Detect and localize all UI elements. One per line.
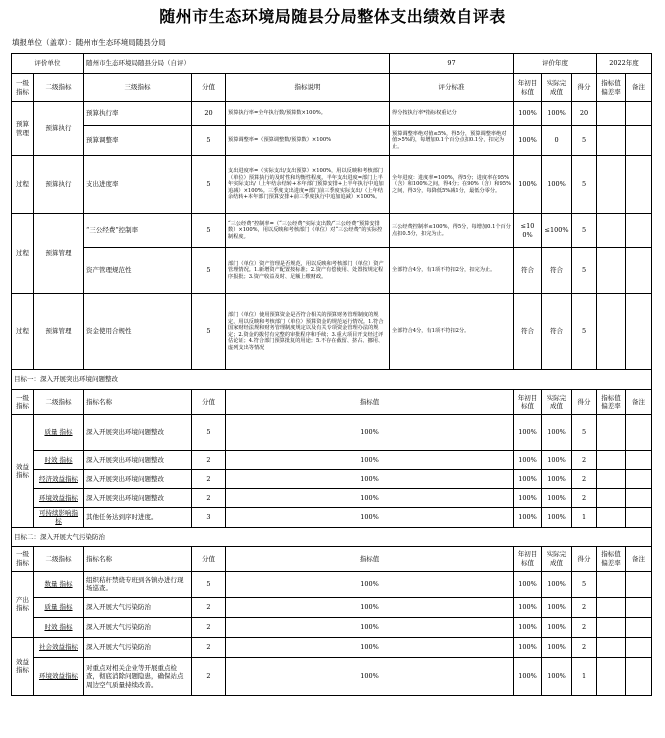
got-cell: 5 — [572, 248, 597, 294]
header-actual: 实际完成值 — [542, 546, 572, 571]
note-cell — [626, 617, 652, 637]
table-row — [12, 508, 652, 528]
fill-unit: 填报单位（盖章）：随州市生态环境局随县分局 — [12, 38, 166, 47]
got-cell: 2 — [572, 597, 597, 617]
score-cell: 20 — [192, 102, 226, 126]
score-cell: 2 — [192, 657, 226, 695]
header-name: 指标名称 — [84, 546, 192, 571]
table-row — [12, 294, 652, 370]
deviation-cell — [597, 248, 626, 294]
deviation-cell — [597, 214, 626, 248]
eval-year-value: 2022年度 — [597, 54, 652, 74]
actual-cell: 100% — [542, 415, 572, 451]
value-cell: 100% — [226, 415, 514, 451]
eval-score: 97 — [390, 54, 514, 74]
name-cell: 组织秸秆禁烧专班到各镇办进行现场巡查。 — [84, 571, 192, 597]
value-cell: 100% — [226, 470, 514, 489]
lvl1-cell: 产出指标 — [12, 571, 34, 637]
header-got: 得分 — [572, 74, 597, 102]
got-cell: 2 — [572, 617, 597, 637]
got-cell: 5 — [572, 294, 597, 370]
table-row — [12, 214, 652, 248]
goal-header-row — [12, 390, 652, 415]
target-cell: 100% — [514, 489, 542, 508]
lvl1-cell: 效益指标 — [12, 415, 34, 528]
lvl2-cell: 环境效益指标 — [34, 489, 84, 508]
target-cell: 100% — [514, 571, 542, 597]
name-cell: 深入开展大气污染防治 — [84, 617, 192, 637]
score-cell: 2 — [192, 489, 226, 508]
header-note: 备注 — [626, 390, 652, 415]
got-cell: 2 — [572, 451, 597, 470]
table-row — [12, 126, 652, 156]
target-cell: 100% — [514, 617, 542, 637]
got-cell: 5 — [572, 156, 597, 214]
deviation-cell — [597, 571, 626, 597]
actual-cell: 符合 — [542, 248, 572, 294]
deviation-cell — [597, 126, 626, 156]
got-cell: 5 — [572, 571, 597, 597]
name-cell: 深入开展突出环境问题整改 — [84, 489, 192, 508]
got-cell: 5 — [572, 214, 597, 248]
header-target: 年初目标值 — [514, 390, 542, 415]
header-lvl2: 二级指标 — [34, 546, 84, 571]
target-cell: 100% — [514, 102, 542, 126]
header-note: 备注 — [626, 74, 652, 102]
standard-cell: 预算调整率绝对值≤5%，得5分，预算调整率绝对值>5%的，每增加0.1个百分点扣0.1分，扣完为止。 — [390, 126, 514, 156]
actual-cell: 100% — [542, 156, 572, 214]
note-cell — [626, 102, 652, 126]
lvl2-cell: 可持续影响指标 — [34, 508, 84, 528]
lvl2-cell: 时效 指标 — [34, 451, 84, 470]
header-lvl2: 二级指标 — [34, 390, 84, 415]
lvl2-cell: 质量 指标 — [34, 597, 84, 617]
desc-cell: 部门（单位）资产管理是否规范，用以反映和考核部门（单位）资产管理情况。1.新增资产配置按标准；2.资产有偿使用、处置按规定程序报批；3.资产收益及时、足额上缴财政。 — [226, 248, 390, 294]
header-target: 年初目标值 — [514, 546, 542, 571]
value-cell: 100% — [226, 508, 514, 528]
got-cell: 20 — [572, 102, 597, 126]
deviation-cell — [597, 657, 626, 695]
note-cell — [626, 294, 652, 370]
got-cell: 2 — [572, 637, 597, 657]
target-cell: 100% — [514, 657, 542, 695]
score-cell: 2 — [192, 617, 226, 637]
target-cell: 100% — [514, 470, 542, 489]
name-cell: 深入开展突出环境问题整改 — [84, 470, 192, 489]
table-row — [12, 470, 652, 489]
score-cell: 5 — [192, 126, 226, 156]
actual-cell: 符合 — [542, 294, 572, 370]
desc-cell: 预算执行率=全年执行数/预算数×100%。 — [226, 102, 390, 126]
budget-header-row — [12, 74, 652, 102]
lvl3-cell: 预算调整率 — [84, 126, 192, 156]
score-cell: 3 — [192, 508, 226, 528]
table-row — [12, 451, 652, 470]
deviation-cell — [597, 470, 626, 489]
header-got: 得分 — [572, 390, 597, 415]
lvl1-cell: 过程 — [12, 294, 34, 370]
deviation-cell — [597, 617, 626, 637]
value-cell: 100% — [226, 657, 514, 695]
table-row — [12, 102, 652, 126]
name-cell: 其他任务达到序时进度。 — [84, 508, 192, 528]
goal-title-row — [12, 527, 652, 546]
header-target: 年初目标值 — [514, 74, 542, 102]
deviation-cell — [597, 508, 626, 528]
eval-unit-label: 评价单位 — [12, 54, 84, 74]
note-cell — [626, 637, 652, 657]
standard-cell: 三公经费控制率≤100%，得5分，每增加0.1个百分点扣0.5分，扣完为止。 — [390, 214, 514, 248]
deviation-cell — [597, 294, 626, 370]
header-note: 备注 — [626, 546, 652, 571]
desc-cell: 部门（单位）使用预算资金是否符合相关的预算财务管理制度的规定，用以反映和考核部门（单位）预算资金的规范运行情况。1.符合国家财经法规和财务管理制度规定以及有关专项资金管理办法的规定；2.资金的拨付有完整的审批程序和手续；3.重大项目开支经过评估论证；4.符合部门预算批复的用途；5.不存在截留、挤占、挪用、虚列支出等情况 — [226, 294, 390, 370]
note-cell — [626, 657, 652, 695]
header-name: 指标名称 — [84, 390, 192, 415]
header-score: 分值 — [192, 74, 226, 102]
score-cell: 5 — [192, 294, 226, 370]
standard-cell: 全年进度：进度率=100%，得5分；进度率在95%（含）和100%之间，得4分；在90%（含）和95%之间，得3分，每降低5%减1分，最低分零分。 — [390, 156, 514, 214]
lvl2-cell: 质量 指标 — [34, 415, 84, 451]
page-title: 随州市生态环境局随县分局整体支出绩效自评表 — [159, 7, 506, 26]
deviation-cell — [597, 156, 626, 214]
goal-title-row — [12, 370, 652, 390]
lvl2-cell: 经济效益指标 — [34, 470, 84, 489]
value-cell: 100% — [226, 571, 514, 597]
target-cell: 100% — [514, 415, 542, 451]
note-cell — [626, 508, 652, 528]
actual-cell: 100% — [542, 571, 572, 597]
table-row — [12, 248, 652, 294]
deviation-cell — [597, 597, 626, 617]
lvl2-cell: 时效 指标 — [34, 617, 84, 637]
deviation-cell — [597, 415, 626, 451]
lvl3-cell: 支出进度率 — [84, 156, 192, 214]
name-cell: 深入开展大气污染防治 — [84, 597, 192, 617]
score-cell: 2 — [192, 470, 226, 489]
score-cell: 2 — [192, 451, 226, 470]
header-lvl2: 二级指标 — [34, 74, 84, 102]
header-lvl1: 一级指标 — [12, 390, 34, 415]
note-cell — [626, 156, 652, 214]
header-actual: 实际完成值 — [542, 390, 572, 415]
score-cell: 2 — [192, 597, 226, 617]
actual-cell: 100% — [542, 508, 572, 528]
header-actual: 实际完成值 — [542, 74, 572, 102]
target-cell: 100% — [514, 508, 542, 528]
lvl3-cell: 预算执行率 — [84, 102, 192, 126]
header-value: 指标值 — [226, 546, 514, 571]
eval-unit-value: 随州市生态环境局随县分局（自评） — [84, 54, 390, 74]
table-row — [12, 617, 652, 637]
actual-cell: ≤100% — [542, 214, 572, 248]
table-row — [12, 156, 652, 214]
table-row — [12, 415, 652, 451]
note-cell — [626, 470, 652, 489]
note-cell — [626, 214, 652, 248]
header-score: 分值 — [192, 390, 226, 415]
got-cell: 5 — [572, 126, 597, 156]
header-lvl1: 一级指标 — [12, 546, 34, 571]
lvl2-cell: 预算管理 — [34, 294, 84, 370]
lvl3-cell: “三公经费”控制率 — [84, 214, 192, 248]
got-cell: 2 — [572, 489, 597, 508]
score-cell: 2 — [192, 637, 226, 657]
lvl3-cell: 资金使用合规性 — [84, 294, 192, 370]
lvl1-cell: 效益指标 — [12, 637, 34, 695]
actual-cell: 0 — [542, 126, 572, 156]
target-cell: 100% — [514, 126, 542, 156]
target-cell: ≤100% — [514, 214, 542, 248]
evaluation-table — [11, 53, 652, 696]
header-deviation: 指标值偏差率 — [597, 390, 626, 415]
got-cell: 1 — [572, 657, 597, 695]
lvl2-cell: 社会效益指标 — [34, 637, 84, 657]
score-cell: 5 — [192, 248, 226, 294]
lvl1-cell: 过程 — [12, 214, 34, 294]
goal1-title: 目标一：深入开展突出环境问题整改 — [12, 370, 652, 390]
eval-year-label: 评价年度 — [514, 54, 597, 74]
actual-cell: 100% — [542, 617, 572, 637]
note-cell — [626, 489, 652, 508]
target-cell: 100% — [514, 156, 542, 214]
note-cell — [626, 126, 652, 156]
value-cell: 100% — [226, 597, 514, 617]
table-row — [12, 657, 652, 695]
name-cell: 对重点对相关企业等开展重点检查，彻底消除问题隐患，确保站点周边空气质量持续改善。 — [84, 657, 192, 695]
header-lvl3: 三级指标 — [84, 74, 192, 102]
note-cell — [626, 571, 652, 597]
header-lvl1: 一级指标 — [12, 74, 34, 102]
name-cell: 深入开展突出环境问题整改 — [84, 415, 192, 451]
deviation-cell — [597, 102, 626, 126]
lvl3-cell: 资产管理规范性 — [84, 248, 192, 294]
lvl2-cell: 预算执行 — [34, 156, 84, 214]
value-cell: 100% — [226, 451, 514, 470]
actual-cell: 100% — [542, 470, 572, 489]
target-cell: 符合 — [514, 248, 542, 294]
actual-cell: 100% — [542, 637, 572, 657]
score-cell: 5 — [192, 415, 226, 451]
score-cell: 5 — [192, 156, 226, 214]
standard-cell: 得分按执行率*指标权重记分 — [390, 102, 514, 126]
desc-cell: 支出进度率=（实际支出/支出预算）×100%，用以反映和考核部门（单位）预算执行的及时性和均衡性程度。半年支出进度=部门上半年实际支出/（上年结余结转+本年部门预算安排+上半年执行中追加追减）×100%。三季度支出进度=部门前三季度实际支出/（上年结余结转+本年部门预算安排+前三季度执行中追加追减）×100%。 — [226, 156, 390, 214]
header-score: 分值 — [192, 546, 226, 571]
target-cell: 100% — [514, 637, 542, 657]
value-cell: 100% — [226, 489, 514, 508]
header-desc: 指标说明 — [226, 74, 390, 102]
deviation-cell — [597, 451, 626, 470]
table-row — [12, 489, 652, 508]
header-standard: 评分标准 — [390, 74, 514, 102]
lvl2-cell: 数量 指标 — [34, 571, 84, 597]
got-cell: 5 — [572, 415, 597, 451]
eval-info-row — [12, 54, 652, 74]
standard-cell: 全部符合4分，有1项不符扣2分，扣完为止。 — [390, 248, 514, 294]
deviation-cell — [597, 637, 626, 657]
standard-cell: 全部符合4分，有1项不符扣2分。 — [390, 294, 514, 370]
name-cell: 深入开展突出环境问题整改 — [84, 451, 192, 470]
score-cell: 5 — [192, 571, 226, 597]
deviation-cell — [597, 489, 626, 508]
lvl1-cell: 预算管理 — [12, 102, 34, 156]
lvl2-cell: 预算执行 — [34, 102, 84, 156]
lvl2-cell: 环境效益指标 — [34, 657, 84, 695]
note-cell — [626, 597, 652, 617]
note-cell — [626, 451, 652, 470]
header-got: 得分 — [572, 546, 597, 571]
value-cell: 100% — [226, 617, 514, 637]
desc-cell: 预算调整率=（预算调整数/预算数）×100% — [226, 126, 390, 156]
actual-cell: 100% — [542, 657, 572, 695]
target-cell: 100% — [514, 451, 542, 470]
got-cell: 2 — [572, 470, 597, 489]
value-cell: 100% — [226, 637, 514, 657]
got-cell: 1 — [572, 508, 597, 528]
score-cell: 5 — [192, 214, 226, 248]
goal2-title: 目标二：深入开展大气污染防治 — [12, 527, 652, 546]
lvl2-cell: 预算管理 — [34, 214, 84, 294]
header-deviation: 指标值偏差率 — [597, 74, 626, 102]
actual-cell: 100% — [542, 451, 572, 470]
note-cell — [626, 415, 652, 451]
note-cell — [626, 248, 652, 294]
table-row — [12, 571, 652, 597]
target-cell: 100% — [514, 597, 542, 617]
header-deviation: 指标值偏差率 — [597, 546, 626, 571]
actual-cell: 100% — [542, 489, 572, 508]
actual-cell: 100% — [542, 597, 572, 617]
table-row — [12, 637, 652, 657]
actual-cell: 100% — [542, 102, 572, 126]
desc-cell: “三公经费”控制率=（“三公经费”实际支出数/“三公经费”预算安排数）×100%，用以反映和考核部门（单位）对“三公经费”的实际控制程度。 — [226, 214, 390, 248]
target-cell: 符合 — [514, 294, 542, 370]
name-cell: 深入开展大气污染防治 — [84, 637, 192, 657]
table-row — [12, 597, 652, 617]
lvl1-cell: 过程 — [12, 156, 34, 214]
header-value: 指标值 — [226, 390, 514, 415]
goal-header-row — [12, 546, 652, 571]
